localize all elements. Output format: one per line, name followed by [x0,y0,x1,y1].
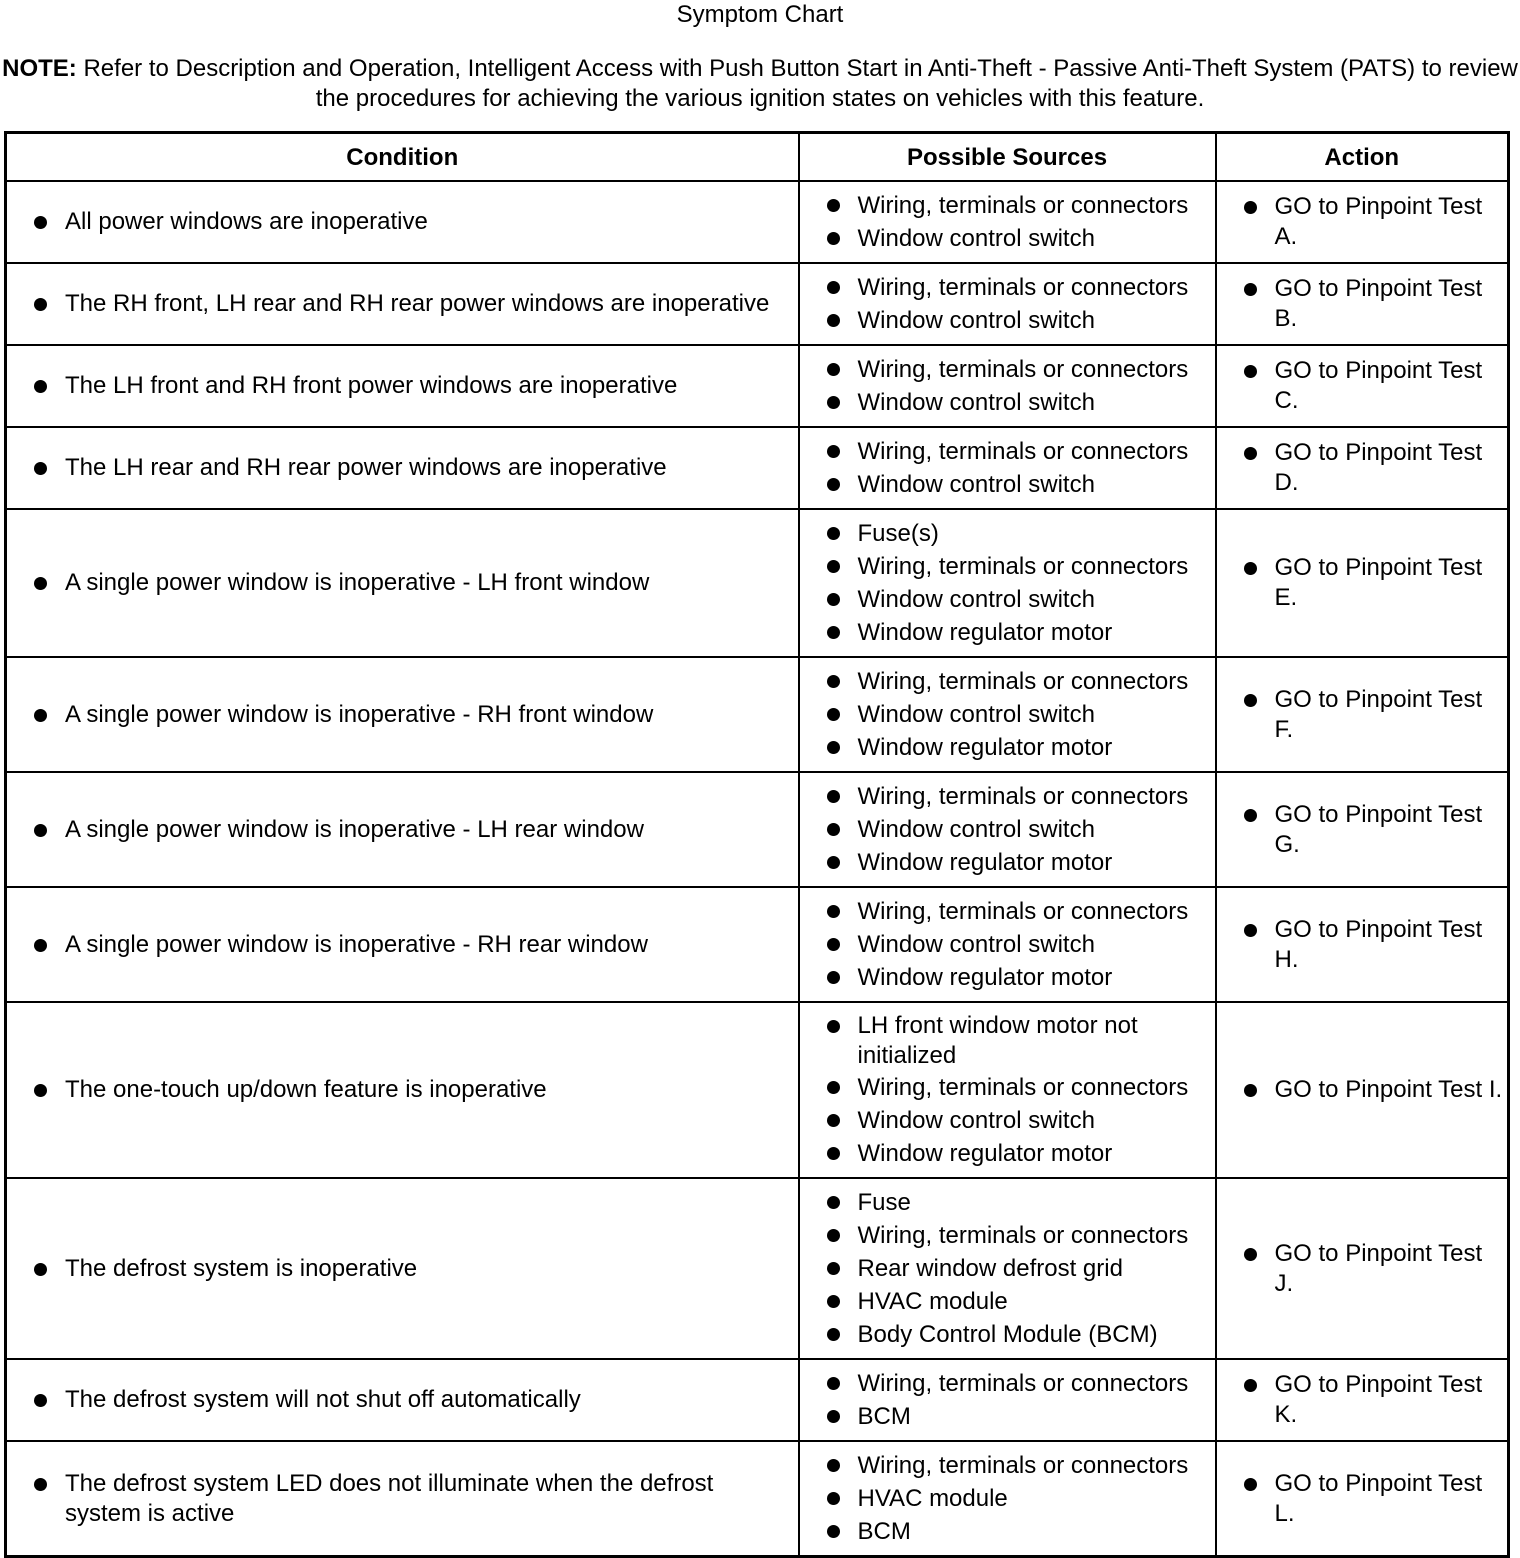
note [0,54,1520,114]
possible-source-item: Window control switch [800,583,1211,616]
action-cell [1216,1441,1509,1557]
condition-cell [6,1441,799,1557]
action-cell [1216,772,1509,887]
possible-source-item: Window control switch [800,928,1211,961]
possible-source-item: Wiring, terminals or connectors [800,271,1211,304]
possible-sources-cell [799,887,1216,1002]
note-label: NOTE: [2,55,77,82]
action-text: GO to Pinpoint Test L. [1217,1469,1504,1529]
condition-cell [6,509,799,657]
condition-text: The LH rear and RH rear power windows are inoperative [7,453,794,483]
table-row [6,263,1509,345]
condition-text: The defrost system will not shut off automatically [7,1385,794,1415]
condition-text: A single power window is inoperative - RH rear window [7,930,794,960]
possible-source-item: Window regulator motor [800,731,1211,764]
possible-source-item: Window regulator motor [800,961,1211,994]
possible-source-item: Window regulator motor [800,616,1211,649]
possible-source-item: BCM [800,1515,1211,1548]
condition-text: The defrost system LED does not illuminate when the defrost system is active [7,1469,794,1529]
table-row [6,345,1509,427]
condition-cell [6,1178,799,1359]
action-text: GO to Pinpoint Test K. [1217,1370,1504,1430]
possible-sources-cell [799,657,1216,772]
condition-cell [6,1002,799,1178]
condition-text: The defrost system is inoperative [7,1254,794,1284]
possible-source-item: Window regulator motor [800,1137,1211,1170]
possible-sources-cell [799,263,1216,345]
possible-sources-cell [799,1178,1216,1359]
possible-source-item: Wiring, terminals or connectors [800,1449,1211,1482]
condition-text: The one-touch up/down feature is inoperative [7,1075,794,1105]
possible-sources-cell [799,181,1216,263]
possible-source-item: Window control switch [800,698,1211,731]
action-cell [1216,345,1509,427]
table-row [6,427,1509,509]
possible-source-item: Wiring, terminals or connectors [800,1219,1211,1252]
action-text: GO to Pinpoint Test H. [1217,915,1504,975]
possible-source-item: HVAC module [800,1285,1211,1318]
column-header-action: Action [1216,133,1509,182]
condition-text: A single power window is inoperative - RH front window [7,700,794,730]
possible-source-item: Wiring, terminals or connectors [800,1367,1211,1400]
possible-source-item: Wiring, terminals or connectors [800,665,1211,698]
possible-source-item: Wiring, terminals or connectors [800,353,1211,386]
possible-source-item: Wiring, terminals or connectors [800,435,1211,468]
possible-source-item: Window regulator motor [800,846,1211,879]
possible-source-item: Wiring, terminals or connectors [800,1071,1211,1104]
possible-source-item: Wiring, terminals or connectors [800,780,1211,813]
column-header-possible-sources: Possible Sources [799,133,1216,182]
table-row [6,1178,1509,1359]
table-row [6,887,1509,1002]
condition-text: A single power window is inoperative - LH front window [7,568,794,598]
table-row [6,181,1509,263]
table-row [6,772,1509,887]
action-cell [1216,887,1509,1002]
action-cell [1216,1002,1509,1178]
action-cell [1216,509,1509,657]
condition-cell [6,181,799,263]
action-cell [1216,1178,1509,1359]
action-text: GO to Pinpoint Test E. [1217,553,1504,613]
action-text: GO to Pinpoint Test B. [1217,274,1504,334]
table-row [6,509,1509,657]
possible-sources-cell [799,1002,1216,1178]
possible-sources-cell [799,427,1216,509]
table-row [6,657,1509,772]
possible-source-item: Window control switch [800,468,1211,501]
symptom-table [4,131,1510,1558]
action-cell [1216,427,1509,509]
possible-sources-cell [799,1359,1216,1441]
table-body [6,181,1509,1557]
possible-source-item: Window control switch [800,386,1211,419]
possible-source-item: Body Control Module (BCM) [800,1318,1211,1351]
possible-source-item: LH front window motor not initialized [800,1011,1211,1071]
action-text: GO to Pinpoint Test G. [1217,800,1504,860]
action-text: GO to Pinpoint Test C. [1217,356,1504,416]
possible-sources-cell [799,345,1216,427]
condition-cell [6,345,799,427]
possible-source-item: Fuse [800,1186,1211,1219]
condition-cell [6,1359,799,1441]
action-cell [1216,1359,1509,1441]
possible-sources-cell [799,1441,1216,1557]
condition-text: The LH front and RH front power windows are inoperative [7,371,794,401]
possible-source-item: Window control switch [800,304,1211,337]
condition-cell [6,657,799,772]
possible-sources-cell [799,772,1216,887]
possible-source-item: Window control switch [800,222,1211,255]
table-row [6,1359,1509,1441]
possible-source-item: HVAC module [800,1482,1211,1515]
possible-source-item: Window control switch [800,1104,1211,1137]
action-text: GO to Pinpoint Test A. [1217,192,1504,252]
possible-source-item: Window control switch [800,813,1211,846]
action-text: GO to Pinpoint Test F. [1217,685,1504,745]
condition-text: A single power window is inoperative - LH rear window [7,815,794,845]
possible-source-item: Fuse(s) [800,517,1211,550]
action-cell [1216,657,1509,772]
action-cell [1216,263,1509,345]
action-text: GO to Pinpoint Test J. [1217,1239,1504,1299]
condition-cell [6,263,799,345]
action-text: GO to Pinpoint Test I. [1217,1075,1504,1105]
condition-text: The RH front, LH rear and RH rear power windows are inoperative [7,289,794,319]
possible-sources-cell [799,509,1216,657]
table-header-row [6,133,1509,182]
condition-text: All power windows are inoperative [7,207,794,237]
table-row [6,1441,1509,1557]
note-text: Refer to Description and Operation, Intelligent Access with Push Button Start in Anti-Theft - Passive Anti-Theft System (PATS) to review the procedures for achieving the various ignition states on vehicles with this feature. [83,55,1518,112]
possible-source-item: BCM [800,1400,1211,1433]
possible-source-item: Wiring, terminals or connectors [800,895,1211,928]
page-title: Symptom Chart [676,1,844,28]
column-header-condition: Condition [6,133,799,182]
possible-source-item: Rear window defrost grid [800,1252,1211,1285]
possible-source-item: Wiring, terminals or connectors [800,189,1211,222]
possible-source-item: Wiring, terminals or connectors [800,550,1211,583]
action-cell [1216,181,1509,263]
action-text: GO to Pinpoint Test D. [1217,438,1504,498]
table-row [6,1002,1509,1178]
condition-cell [6,427,799,509]
condition-cell [6,772,799,887]
condition-cell [6,887,799,1002]
